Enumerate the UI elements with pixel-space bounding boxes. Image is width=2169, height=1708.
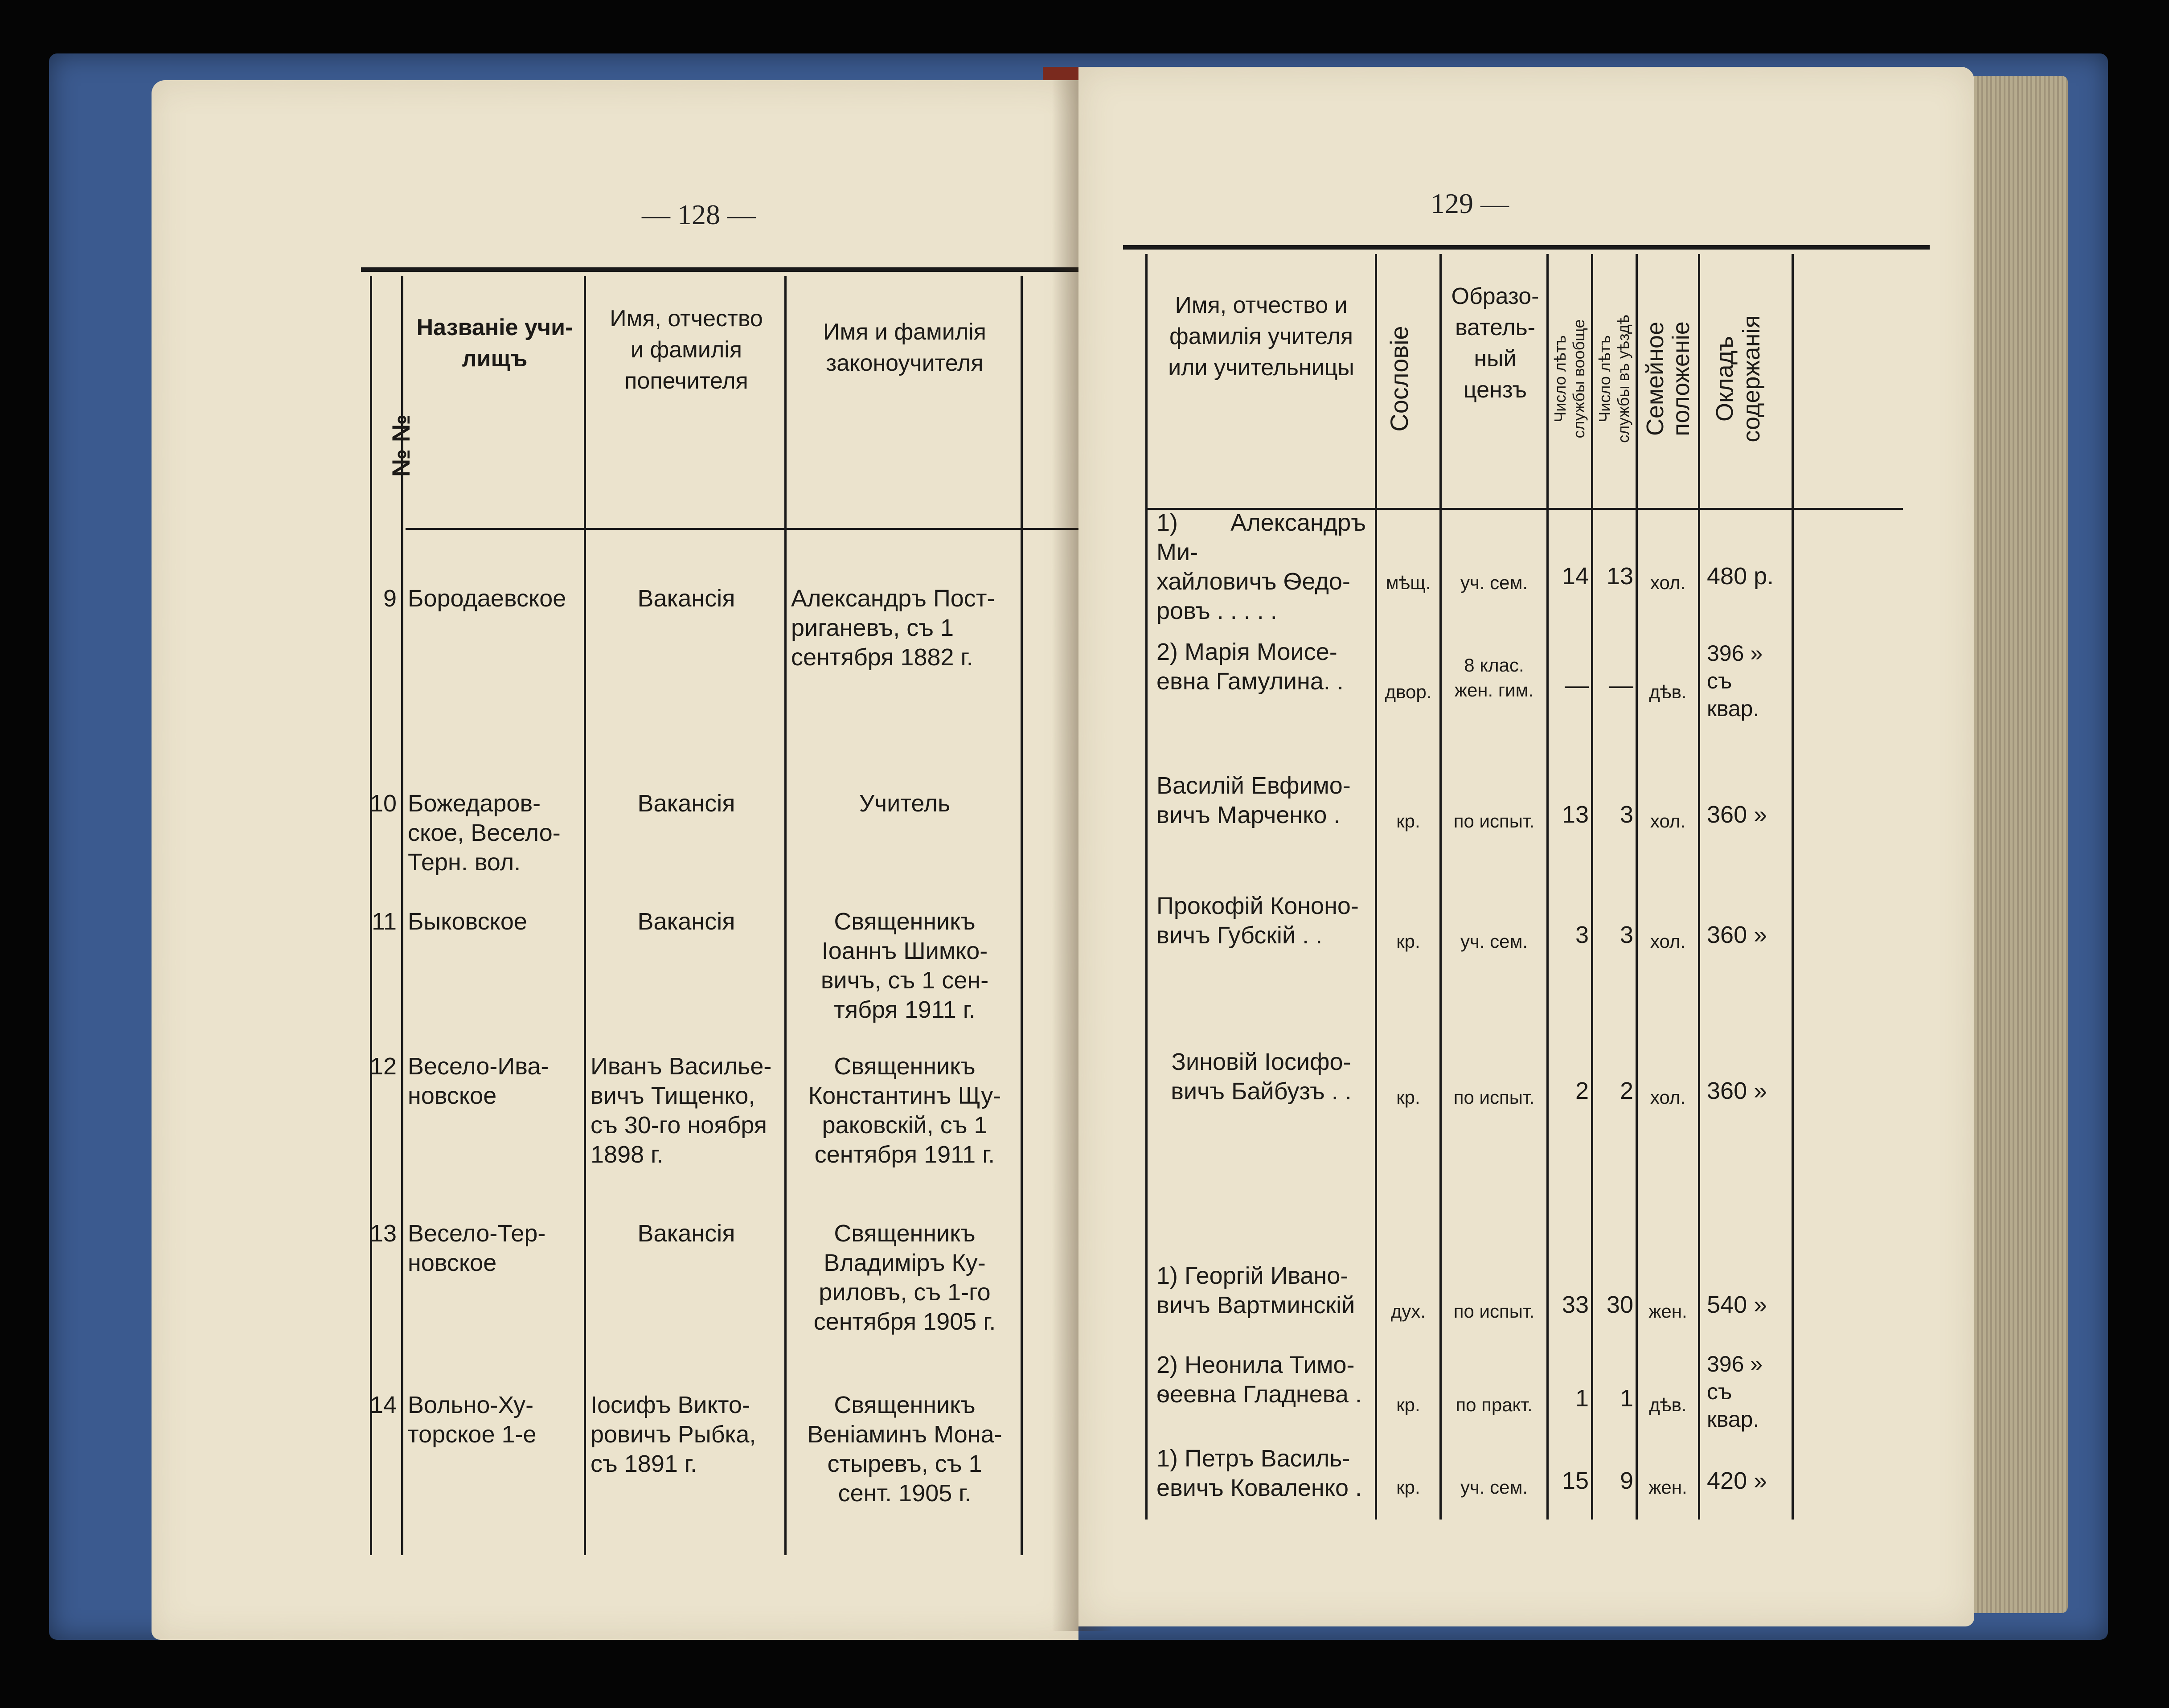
- col-divider: [1021, 276, 1023, 1555]
- header-school: Названіе учи- лищъ: [416, 315, 573, 372]
- page-number: — 128 —: [642, 199, 756, 230]
- header-education: Образо- ватель- ный цензъ: [1451, 283, 1539, 403]
- right-page: 129 — Имя, отчество и фамилія учителя или учительницы Сословіе Образо- ватель- ный цензъ Число лѣтъ службы вообще Число лѣтъ службы въ уѣздѣ Семейное положеніе Окладъ содержанія 1) Александръ Ми- хайловичъ Ѳедо- ровъ . . . . . мѣщ. уч. сем. 14 13 хол. 480 р. 2) Марія Моисе- евна Гамулина. . двор. 8 клас. жен. гим. — — дѣв. 396 » съ квар. Василій Евфимо- вичъ Марченко . кр. по испыт. 13 3 хол. 360 » Прокофій Кононо- вичъ Губскій . . кр. уч. сем. 3 3 хол. 360 » Зиновій Іосифо- вичъ Байбузъ . . кр. по испыт. 2 2 хол. 360 » 1) Георгій Ивано- вичъ Вартминскій дух. по испыт. 33 30 жен. 540 » 2) Неонила Тимо- ѳеевна Гладнева . кр. по практ. 1 1 дѣв. 396 » съ квар. 1) Петръ Василь- евичъ Коваленко . кр. уч. сем. 15 9 жен. 420 »: [1078, 67, 1974, 1626]
- header-salary: Окладъ содержанія: [1711, 315, 1765, 442]
- col-divider: [584, 276, 586, 1555]
- col-divider: [784, 276, 787, 1555]
- header-years-uezd: Число лѣтъ службы въ уѣздѣ: [1595, 315, 1632, 443]
- header-family: Семейное положеніе: [1642, 321, 1694, 436]
- header-trustee: Имя, отчество и фамилія попечителя: [610, 306, 763, 394]
- header-teacher: Имя, отчество и фамилія учителя или учительницы: [1168, 292, 1354, 381]
- table-border-left: [1145, 254, 1148, 1520]
- page-number: 129 —: [1431, 188, 1509, 219]
- col-divider: [1439, 254, 1442, 1520]
- col-divider: [1375, 254, 1377, 1520]
- col-divider: [1636, 254, 1638, 1520]
- left-page: — 128 — № № Названіе учи- лищъ Имя, отчество и фамилія попечителя Имя и фамилія законоучителя 9 Бородаевское Вакансія Александръ Пост- риганевъ, съ 1 сентября 1882 г. 10 Божедаров- ское, Весело- Терн. вол. Вакансія Учитель 11 Быковское Вакансія Священникъ Іоаннъ Шимко- вичъ, съ 1 сен- тября 1911 г. 12 Весело-Ива- новское Иванъ Василье- вичъ Тищенко, съ 30-го ноября 1898 г. Священникъ Константинъ Щу- раковскій, съ 1 сентября 1911 г. 13 Весело-Тер- новское Вакансія Священникъ Владиміръ Ку- риловъ, съ 1-го сентября 1905 г. 14 Вольно-Ху- торское 1-е Іосифъ Викто- ровичъ Рыбка, съ 1891 г. Священникъ Веніаминъ Мона- стыревъ, съ 1 сент. 1905 г.: [152, 80, 1078, 1640]
- col-divider: [1591, 254, 1593, 1520]
- col-divider: [1792, 254, 1794, 1520]
- col-divider: [1546, 254, 1549, 1520]
- page-edges: [1974, 76, 2068, 1613]
- col-divider: [1698, 254, 1700, 1520]
- header-years-total: Число лѣтъ службы вообще: [1551, 319, 1588, 438]
- table-top-rule: [1123, 245, 1930, 250]
- header-estate: Сословіе: [1385, 326, 1413, 432]
- header-num: № №: [387, 414, 415, 477]
- header-priest: Имя и фамилія законоучителя: [823, 319, 986, 376]
